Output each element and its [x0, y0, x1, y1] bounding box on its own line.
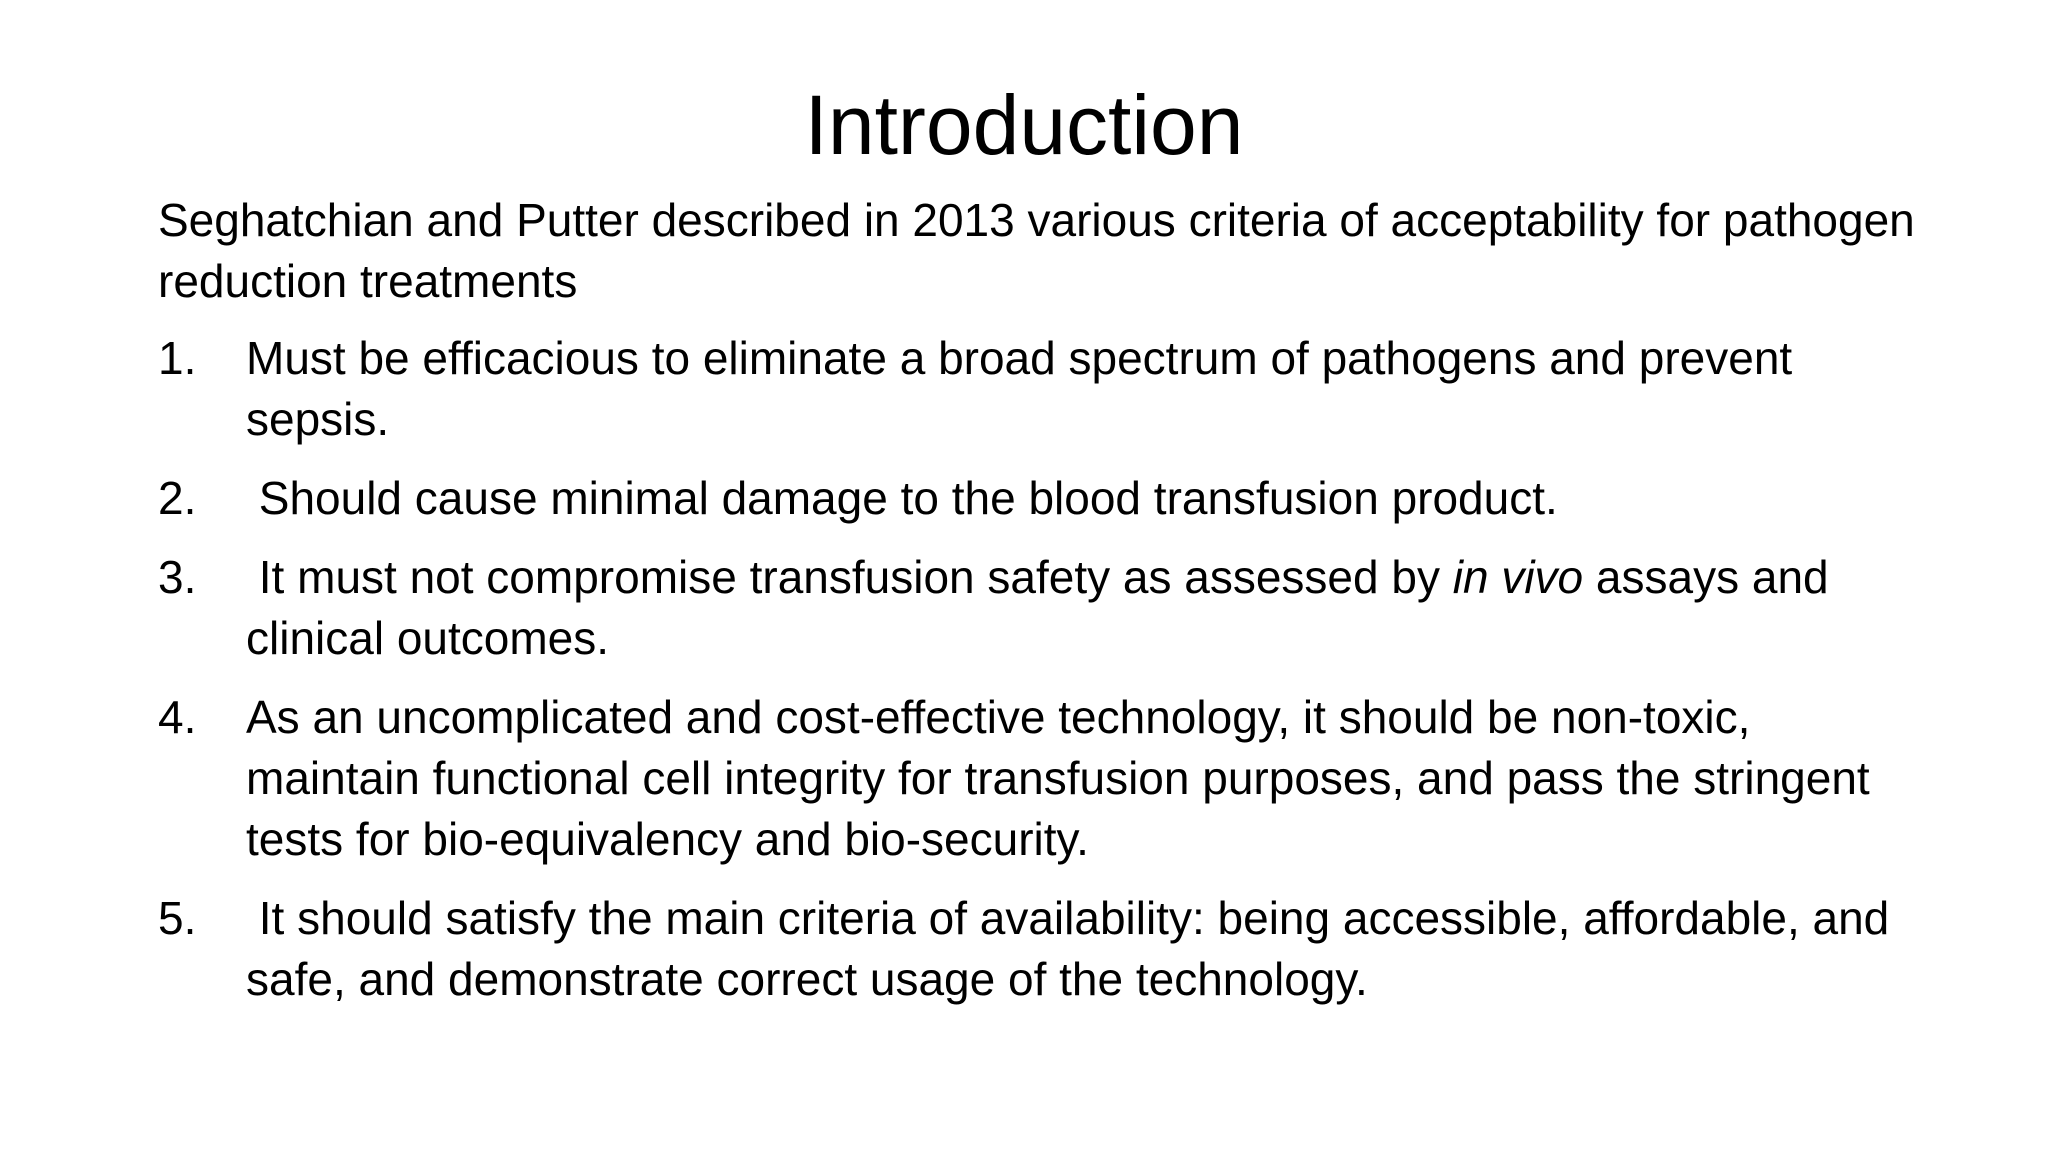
list-item-text: ​ Should cause minimal damage to the blood transfusion product.	[246, 472, 1558, 524]
list-item-number: 4.	[158, 691, 197, 743]
criteria-list	[158, 328, 1918, 1010]
list-item-text: Must be efficacious to eliminate a broad spectrum of pathogens and prevent sepsis.	[246, 332, 1793, 445]
list-item-text-italic: in vivo	[1452, 551, 1584, 603]
slide-body	[158, 190, 1918, 1028]
list-item-text: ​ It should satisfy the main criteria of availability: being accessible, affordable, and safe, and demonstrate correct usage of the technology.	[246, 892, 1890, 1005]
list-item-text-after: assays and clinical outcomes.	[246, 551, 1829, 664]
list-item	[158, 888, 1918, 1010]
list-item	[158, 547, 1918, 669]
list-item	[158, 328, 1918, 450]
list-item-text-content: Should cause minimal damage to the blood transfusion product.	[258, 472, 1558, 524]
list-item-text: As an uncomplicated and cost-effective technology, it should be non-toxic, maintain functional cell integrity for transfusion purposes, and pass the stringent tests for bio-equivalency and bio-security.	[246, 691, 1870, 865]
slide-title: Introduction	[804, 78, 1244, 172]
list-item-number: 3.	[158, 551, 197, 603]
list-item-number: 2.	[158, 472, 197, 524]
list-item	[158, 468, 1918, 529]
list-item	[158, 687, 1918, 870]
list-item-text-before: It must not compromise transfusion safety as assessed by	[258, 551, 1453, 603]
list-item-number: 1.	[158, 332, 197, 384]
list-item-text-content: It should satisfy the main criteria of availability: being accessible, affordable, and safe, and demonstrate correct usage of the technology.	[246, 892, 1890, 1005]
list-item-number: 5.	[158, 892, 197, 944]
intro-paragraph: Seghatchian and Putter described in 2013 various criteria of acceptability for pathogen reduction treatments	[158, 194, 1915, 307]
list-item-text: ​ It must not compromise transfusion safety as assessed by in vivo assays and clinical outcomes.	[246, 551, 1829, 664]
